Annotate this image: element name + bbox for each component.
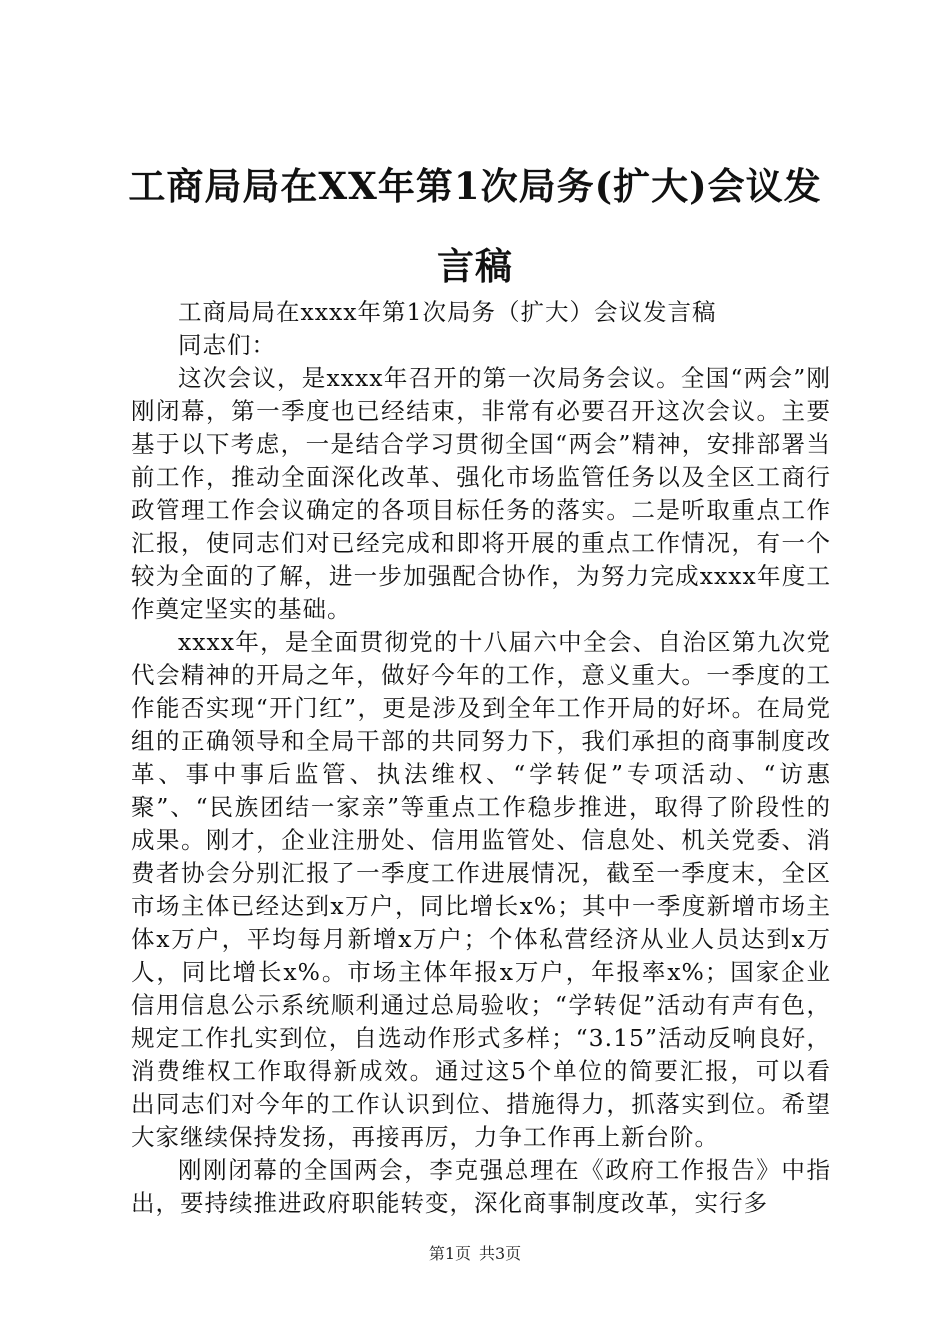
- document-title: 工商局局在XX年第1次局务(扩大)会议发言稿: [128, 164, 822, 288]
- body-paragraph: 这次会议，是xxxx年召开的第一次局务会议。全国“两会”刚刚闭幕，第一季度也已经结束，非常有必要召开这次会议。主要基于以下考虑，一是结合学习贯彻全国“两会”精神，安排部署当前工作，推动全面深化改革、强化市场监管任务以及全区工商行政管理工作会议确定的各项目标任务的落实。二是听取重点工作汇报，使同志们对已经完成和即将开展的重点工作情况，有一个较为全面的了解，进一步加强配合协作，为努力完成xxxx年度工作奠定坚实的基础。: [131, 364, 831, 623]
- salutation-paragraph: 同志们：: [178, 331, 276, 359]
- body-paragraph: 刚刚闭幕的全国两会，李克强总理在《政府工作报告》中指出，要持续推进政府职能转变，深化商事制度改革，实行多: [131, 1156, 831, 1217]
- page-number: 第1页: [428, 1244, 471, 1263]
- document-body: [131, 296, 831, 1220]
- body-paragraph: xxxx年，是全面贯彻党的十八届六中全会、自治区第九次党代会精神的开局之年，做好今年的工作，意义重大。一季度的工作能否实现“开门红”，更是涉及到全年工作开局的好坏。在局党组的正确领导和全局干部的共同努力下，我们承担的商事制度改革、事中事后监管、执法维权、“学转促”专项活动、“访惠聚”、“民族团结一家亲”等重点工作稳步推进，取得了阶段性的成果。刚才，企业注册处、信用监管处、信息处、机关党委、消费者协会分别汇报了一季度工作进展情况，截至一季度末，全区市场主体已经达到x万户，同比增长x%；其中一季度新增市场主体x万户，平均每月新增x万户；个体私营经济从业人员达到x万人，同比增长x%。市场主体年报x万户，年报率x%；国家企业信用信息公示系统顺利通过总局验收；“学转促”活动有声有色，规定工作扎实到位，自选动作形式多样；“3.15”活动反响良好，消费维权工作取得新成效。通过这5个单位的简要汇报，可以看出同志们对今年的工作认识到位、措施得力，抓落实到位。希望大家继续保持发扬，再接再厉，力争工作再上新台阶。: [131, 628, 831, 1151]
- page-footer: [0, 1244, 950, 1264]
- page-total: 共3页: [479, 1244, 522, 1263]
- subtitle-paragraph: 工商局局在xxxx年第1次局务（扩大）会议发言稿: [178, 298, 717, 326]
